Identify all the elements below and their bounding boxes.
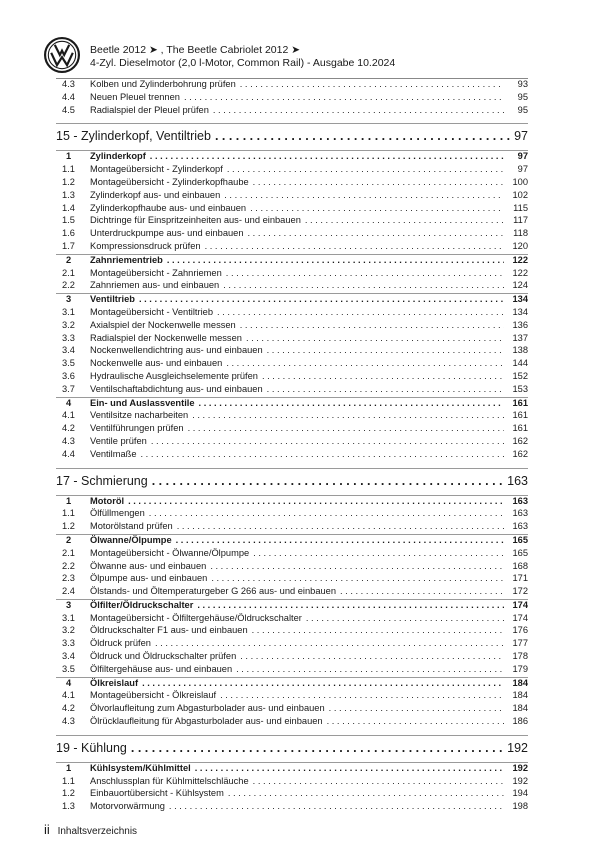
toc-dot-leader	[262, 371, 504, 381]
toc-entry-row[interactable]	[56, 573, 528, 586]
toc-entry-row[interactable]	[56, 320, 528, 333]
toc-dot-leader	[240, 320, 504, 330]
toc-entry-row[interactable]	[56, 716, 528, 729]
page-footer	[44, 822, 137, 837]
toc-entry-row[interactable]	[56, 436, 528, 449]
toc-dot-leader	[223, 280, 504, 290]
toc-entry-row[interactable]	[56, 105, 528, 118]
toc-entry-title: Ölstands- und Öltemperaturgeber G 266 aus- und einbauen	[90, 586, 337, 597]
toc-dot-leader	[142, 678, 504, 688]
toc-page-number: 186	[512, 716, 528, 727]
toc-page-number: 120	[512, 240, 528, 251]
toc-page-number: 184	[512, 703, 528, 714]
toc-entry-number: 4	[66, 397, 72, 408]
toc-page-number: 177	[512, 638, 528, 649]
toc-entry-number: 4.3	[62, 79, 75, 89]
toc-page-number: 152	[512, 370, 528, 381]
toc-dot-leader	[253, 177, 504, 187]
toc-entry-title: Ein- und Auslassventile	[90, 397, 195, 408]
toc-entry-number: 3.2	[62, 625, 75, 636]
toc-entry-number: 4.2	[62, 423, 75, 434]
header-line-2: 4-Zyl. Dieselmotor (2,0 l-Motor, Common Rail) - Ausgabe 10.2024	[90, 57, 396, 69]
toc-page-number: 184	[512, 690, 528, 701]
toc-page-number: 144	[512, 358, 528, 369]
toc-section-row[interactable]	[56, 762, 528, 776]
toc-entry-title: Zahnriemen aus- und einbauen	[90, 280, 220, 291]
toc-entry-title: Montageübersicht - Ölwanne/Ölpumpe	[90, 547, 250, 558]
toc-dot-leader	[184, 92, 504, 102]
toc-entry-title: Ölfiltergehäuse aus- und einbauen	[90, 663, 233, 674]
toc-page-number: 122	[512, 267, 528, 278]
toc-dot-leader	[215, 129, 510, 143]
toc-entry-number: 4	[66, 677, 72, 688]
toc-page-number: 163	[512, 521, 528, 532]
toc-entry-row[interactable]	[56, 788, 528, 801]
toc-entry-title: Montageübersicht - Zahnriemen	[90, 267, 222, 278]
toc-page-number: 161	[512, 397, 528, 408]
toc-entry-row[interactable]	[56, 521, 528, 534]
toc-page-number: 163	[507, 473, 528, 488]
toc-page-number: 163	[512, 495, 528, 506]
toc-entry-title: Ventilschaftabdichtung aus- und einbauen	[90, 383, 263, 394]
toc-entry-row[interactable]	[56, 664, 528, 677]
toc-entry-title: Neuen Pleuel trennen	[90, 91, 180, 102]
toc-dot-leader	[327, 716, 504, 726]
toc-entry-row[interactable]	[56, 801, 528, 814]
toc-page-number: 168	[512, 560, 528, 571]
toc-chapter-row[interactable]	[56, 468, 528, 493]
toc-section-row[interactable]	[56, 293, 528, 307]
toc-entry-title: Ölkreislauf	[90, 677, 139, 688]
toc-entry-title: Einbauortübersicht - Kühlsystem	[90, 788, 224, 799]
toc-entry-title: Ventile prüfen	[90, 435, 147, 446]
toc-page-number: 93	[517, 79, 528, 89]
toc-entry-number: 1.3	[62, 801, 75, 812]
toc-page-number: 137	[512, 332, 528, 343]
toc-dot-leader	[246, 333, 504, 343]
toc-entry-row[interactable]	[56, 384, 528, 397]
toc-dot-leader	[217, 307, 504, 317]
toc-entry-title: Ölwanne aus- und einbauen	[90, 560, 207, 571]
toc-entry-title: Zylinderkopfhaube aus- und einbauen	[90, 202, 247, 213]
toc-dot-leader	[224, 190, 504, 200]
toc-entry-row[interactable]	[56, 280, 528, 293]
toc-entry-number: 3.2	[62, 319, 75, 330]
toc-entry-number: 2.4	[62, 586, 75, 597]
toc-entry-title: Axialspiel der Nockenwelle messen	[90, 319, 236, 330]
toc-dot-leader	[149, 508, 504, 518]
toc-entry-title: Radialspiel der Pleuel prüfen	[90, 104, 209, 115]
toc-dot-leader	[150, 151, 504, 161]
toc-entry-number: 4.5	[62, 104, 75, 115]
toc-page-number: 153	[512, 383, 528, 394]
toc-dot-leader	[211, 573, 504, 583]
toc-entry-title: 17 - Schmierung	[56, 473, 148, 488]
toc-page-number: 117	[513, 215, 528, 226]
toc-page-number: 165	[512, 547, 528, 558]
toc-page-number: 134	[512, 294, 528, 305]
toc-page-number: 100	[512, 176, 528, 187]
toc-entry-number: 4.3	[62, 435, 75, 446]
toc-entry-number: 1.5	[62, 215, 75, 226]
toc-page-number: 97	[514, 129, 528, 144]
toc-entry-title: Ölrücklaufleitung für Abgasturbolader aus- und einbauen	[90, 716, 323, 727]
toc-entry-row[interactable]	[56, 215, 528, 228]
toc-entry-row[interactable]	[56, 203, 528, 216]
toc-dot-leader	[227, 164, 504, 174]
toc-entry-number: 3.3	[62, 638, 75, 649]
toc-entry-title: Ventiltrieb	[90, 294, 135, 305]
toc-page-number: 97	[517, 151, 528, 162]
toc-dot-leader	[205, 241, 504, 251]
toc-section-row[interactable]	[56, 599, 528, 613]
toc-dot-leader	[226, 358, 504, 368]
toc-entry-row[interactable]	[56, 358, 528, 371]
toc-dot-leader	[177, 521, 504, 531]
toc-entry-title: Radialspiel der Nockenwelle messen	[90, 332, 242, 343]
toc-entry-number: 1.1	[62, 164, 75, 175]
toc-entry-row[interactable]	[56, 690, 528, 703]
toc-dot-leader	[253, 548, 504, 558]
toc-entry-title: Ölvorlaufleitung zum Abgasturbolader aus- und einbauen	[90, 703, 325, 714]
toc-page-number: 118	[513, 228, 528, 239]
toc-dot-leader	[306, 613, 504, 623]
toc-entry-row[interactable]	[56, 190, 528, 203]
toc-entry-title: Motorvorwärmung	[90, 801, 165, 812]
toc-dot-leader	[131, 741, 503, 755]
toc-entry-number: 3.7	[62, 383, 75, 394]
toc-entry-title: Montageübersicht - Zylinderkopf	[90, 164, 223, 175]
toc-page-number: 97	[517, 164, 528, 175]
toc-entry-number: 1.1	[62, 775, 75, 786]
toc-page-number: 115	[513, 202, 528, 213]
toc-entry-number: 3.1	[62, 306, 75, 317]
toc-page-number: 179	[512, 663, 528, 674]
toc-page-number: 192	[512, 762, 528, 773]
toc-entry-title: Montageübersicht - Ventiltrieb	[90, 306, 213, 317]
toc-entry-title: Öldruck und Öldruckschalter prüfen	[90, 651, 237, 662]
toc-entry-title: Öldruckschalter F1 aus- und einbauen	[90, 625, 248, 636]
toc-entry-number: 2.1	[62, 547, 75, 558]
toc-dot-leader	[192, 410, 504, 420]
toc-dot-leader	[240, 79, 504, 89]
toc-dot-leader	[213, 105, 504, 115]
toc-section-row[interactable]	[56, 495, 528, 509]
toc-dot-leader	[176, 535, 504, 545]
toc-page-number: 161	[512, 410, 528, 421]
toc-dot-leader	[169, 801, 504, 811]
toc-page-number: 171	[512, 573, 528, 584]
toc-chapter-row[interactable]	[56, 735, 528, 760]
toc-entry-row[interactable]	[56, 333, 528, 346]
toc-entry-row[interactable]	[56, 638, 528, 651]
toc-entry-title: Anschlussplan für Kühlmittelschläuche	[90, 775, 249, 786]
toc-entry-number: 1	[66, 762, 72, 773]
toc-page-number: 162	[512, 448, 528, 459]
toc-page-number: 184	[512, 677, 528, 688]
toc-page-number: 162	[512, 435, 528, 446]
toc-dot-leader	[199, 398, 504, 408]
toc-page-number: 172	[512, 586, 528, 597]
toc-entry-title: Nockenwelle aus- und einbauen	[90, 358, 223, 369]
toc-entry-row[interactable]	[56, 177, 528, 190]
toc-entry-title: Ölfüllmengen	[90, 508, 145, 519]
toc-entry-row[interactable]	[56, 307, 528, 320]
toc-entry-row[interactable]	[56, 79, 528, 92]
toc-entry-row[interactable]	[56, 228, 528, 241]
toc-entry-number: 4.1	[62, 410, 75, 421]
toc-entry-row[interactable]	[56, 92, 528, 105]
toc-page-number: 174	[512, 612, 528, 623]
toc-section-row[interactable]	[56, 397, 528, 411]
toc-entry-row[interactable]	[56, 371, 528, 384]
toc-entry-title: Ölfilter/Öldruckschalter	[90, 599, 194, 610]
toc-page-number: 134	[512, 306, 528, 317]
toc-entry-title: Öldruck prüfen	[90, 638, 151, 649]
toc-dot-leader	[155, 638, 504, 648]
toc-entry-row[interactable]	[56, 586, 528, 599]
toc-page-number: 176	[512, 625, 528, 636]
toc-entry-title: Dichtringe für Einspritzeinheiten aus- und einbauen	[90, 215, 301, 226]
table-of-contents	[56, 79, 528, 814]
toc-entry-number: 3.4	[62, 345, 75, 356]
toc-entry-row[interactable]	[56, 508, 528, 521]
toc-entry-number: 3.1	[62, 612, 75, 623]
toc-entry-number: 3.3	[62, 332, 75, 343]
toc-section-row[interactable]	[56, 677, 528, 691]
toc-entry-row[interactable]	[56, 613, 528, 626]
toc-page-number: 136	[512, 319, 528, 330]
toc-dot-leader	[250, 203, 504, 213]
toc-dot-leader	[236, 664, 504, 674]
toc-page-number: 174	[512, 599, 528, 610]
volkswagen-logo	[44, 37, 80, 73]
toc-entry-number: 1.6	[62, 228, 75, 239]
toc-entry-title: Zylinderkopf	[90, 151, 146, 162]
toc-entry-number: 2.3	[62, 573, 75, 584]
toc-entry-title: Ölpumpe aus- und einbauen	[90, 573, 208, 584]
toc-dot-leader	[152, 474, 503, 488]
toc-dot-leader	[226, 268, 504, 278]
toc-entry-number: 2.2	[62, 280, 75, 291]
toc-page-number: 163	[512, 508, 528, 519]
toc-dot-leader	[228, 788, 504, 798]
toc-entry-title: Motorölstand prüfen	[90, 521, 173, 532]
toc-entry-row[interactable]	[56, 548, 528, 561]
toc-chapter-row[interactable]	[56, 123, 528, 148]
footer-label: Inhaltsverzeichnis	[57, 826, 138, 837]
toc-entry-number: 4.4	[62, 91, 75, 102]
toc-entry-number: 3.5	[62, 663, 75, 674]
toc-entry-title: Montageübersicht - Zylinderkopfhaube	[90, 176, 249, 187]
toc-entry-row[interactable]	[56, 345, 528, 358]
toc-entry-title: Montageübersicht - Ölkreislauf	[90, 690, 217, 701]
toc-page-number: 122	[512, 254, 528, 265]
toc-entry-title: Kolben und Zylinderbohrung prüfen	[90, 79, 236, 89]
toc-dot-leader	[267, 345, 504, 355]
toc-entry-row[interactable]	[56, 703, 528, 716]
toc-entry-number: 4.2	[62, 703, 75, 714]
toc-page-number: 161	[512, 423, 528, 434]
toc-entry-number: 3	[66, 294, 72, 305]
toc-page-number: 198	[512, 801, 528, 812]
toc-page-number: 194	[512, 788, 528, 799]
toc-entry-number: 1	[66, 495, 72, 506]
toc-dot-leader	[240, 651, 504, 661]
toc-entry-number: 3	[66, 599, 72, 610]
toc-entry-row[interactable]	[56, 164, 528, 177]
toc-dot-leader	[197, 600, 504, 610]
toc-entry-title: Ölwanne/Ölpumpe	[90, 534, 172, 545]
toc-entry-number: 1.4	[62, 202, 75, 213]
toc-entry-row[interactable]	[56, 561, 528, 574]
toc-dot-leader	[188, 423, 504, 433]
toc-entry-number: 2	[66, 534, 72, 545]
toc-dot-leader	[220, 690, 504, 700]
toc-entry-number: 4.4	[62, 448, 75, 459]
toc-entry-row[interactable]	[56, 410, 528, 423]
toc-entry-row[interactable]	[56, 776, 528, 789]
toc-entry-number: 3.6	[62, 370, 75, 381]
document-header	[90, 44, 395, 70]
toc-entry-title: Zylinderkopf aus- und einbauen	[90, 189, 221, 200]
toc-entry-title: 19 - Kühlung	[56, 740, 127, 755]
toc-entry-number: 3.5	[62, 358, 75, 369]
toc-dot-leader	[210, 561, 504, 571]
toc-entry-title: Ventilmaße	[90, 448, 137, 459]
toc-entry-title: Kühlsystem/Kühlmittel	[90, 762, 191, 773]
toc-entry-title: Kompressionsdruck prüfen	[90, 240, 201, 251]
toc-page-number: 138	[512, 345, 528, 356]
toc-entry-number: 3.4	[62, 651, 75, 662]
toc-entry-title: Unterdruckpumpe aus- und einbauen	[90, 228, 244, 239]
toc-dot-leader	[253, 776, 504, 786]
toc-entry-number: 2	[66, 254, 72, 265]
toc-page-number: 124	[512, 280, 528, 291]
toc-entry-row[interactable]	[56, 241, 528, 254]
toc-dot-leader	[167, 255, 504, 265]
toc-entry-row[interactable]	[56, 423, 528, 436]
toc-page-number: 192	[507, 740, 528, 755]
toc-entry-row[interactable]	[56, 625, 528, 638]
toc-page-number: 165	[512, 534, 528, 545]
header-line-1: Beetle 2012 ➤ , The Beetle Cabriolet 2012 ➤	[90, 44, 301, 56]
toc-entry-title: Montageübersicht - Ölfiltergehäuse/Öldruckschalter	[90, 612, 302, 623]
toc-entry-number: 1.1	[62, 508, 75, 519]
toc-dot-leader	[248, 228, 505, 238]
toc-entry-number: 1.2	[62, 521, 75, 532]
toc-dot-leader	[139, 294, 504, 304]
toc-entry-number: 2.2	[62, 560, 75, 571]
toc-page-number: 178	[512, 651, 528, 662]
toc-page-number: 102	[512, 189, 528, 200]
toc-entry-row[interactable]	[56, 268, 528, 281]
toc-section-row[interactable]	[56, 534, 528, 548]
toc-page-number: 192	[512, 775, 528, 786]
toc-entry-number: 1.3	[62, 189, 75, 200]
toc-dot-leader	[305, 215, 504, 225]
toc-dot-leader	[141, 449, 504, 459]
toc-dot-leader	[340, 586, 504, 596]
toc-dot-leader	[329, 703, 504, 713]
toc-entry-row[interactable]	[56, 651, 528, 664]
toc-page-number: 95	[517, 91, 528, 102]
toc-entry-title: 15 - Zylinderkopf, Ventiltrieb	[56, 129, 211, 144]
toc-dot-leader	[195, 763, 504, 773]
toc-entry-number: 1.7	[62, 240, 75, 251]
toc-dot-leader	[128, 496, 504, 506]
toc-dot-leader	[252, 625, 504, 635]
toc-entry-title: Nockenwellendichtring aus- und einbauen	[90, 345, 263, 356]
toc-section-row[interactable]	[56, 150, 528, 164]
toc-entry-title: Motoröl	[90, 495, 125, 506]
toc-entry-number: 4.1	[62, 690, 75, 701]
toc-entry-number: 4.3	[62, 716, 75, 727]
footer-page-number: ii	[44, 822, 50, 837]
toc-entry-title: Zahnriementrieb	[90, 254, 163, 265]
toc-entry-number: 1.2	[62, 176, 75, 187]
toc-entry-title: Ventilsitze nacharbeiten	[90, 410, 189, 421]
toc-entry-number: 1.2	[62, 788, 75, 799]
toc-dot-leader	[151, 436, 504, 446]
toc-section-row[interactable]	[56, 254, 528, 268]
toc-entry-number: 2.1	[62, 267, 75, 278]
toc-page-number: 95	[517, 104, 528, 115]
toc-entry-row[interactable]	[56, 449, 528, 462]
toc-entry-title: Hydraulische Ausgleichselemente prüfen	[90, 370, 258, 381]
toc-dot-leader	[267, 384, 504, 394]
toc-entry-title: Ventilführungen prüfen	[90, 423, 184, 434]
toc-entry-number: 1	[66, 151, 72, 162]
